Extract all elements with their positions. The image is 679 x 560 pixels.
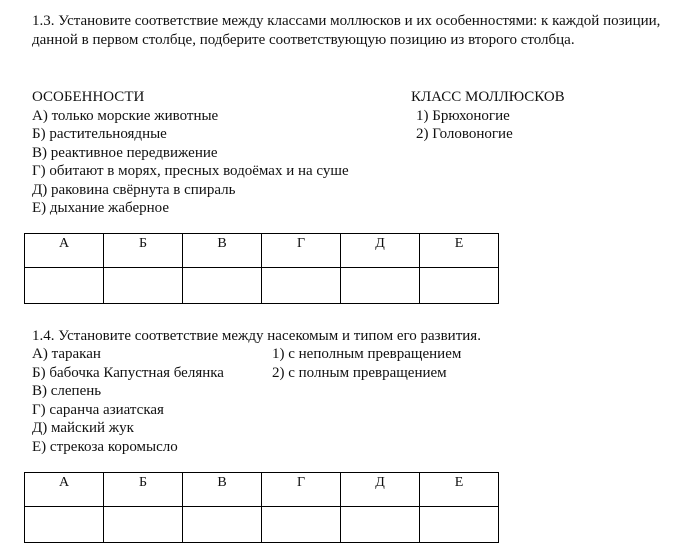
task2-answer-table — [24, 472, 499, 543]
answer-cell[interactable] — [25, 507, 104, 543]
task1-feature-item: Д) раковина свёрнута в спираль — [32, 182, 236, 198]
table-header-cell: Г — [262, 473, 341, 507]
task1-right-header: КЛАСС МОЛЛЮСКОВ — [411, 89, 565, 105]
answer-cell[interactable] — [104, 268, 183, 304]
answer-cell[interactable] — [262, 507, 341, 543]
task2-insect-item: В) слепень — [32, 383, 102, 399]
task1-class-item: 1) Брюхоногие — [416, 108, 510, 124]
task1-left-header: ОСОБЕННОСТИ — [32, 89, 145, 105]
task1-class-item: 2) Головоногие — [416, 126, 513, 142]
answer-cell[interactable] — [262, 268, 341, 304]
task2-development-item: 1) с неполным превращением — [272, 346, 462, 362]
task1-feature-item: А) только морские животные — [32, 108, 219, 124]
task2-title: 1.4. Установите соответствие между насекомым и типом его развития. — [32, 328, 481, 344]
table-header-cell: Е — [420, 234, 499, 268]
table-header-cell: А — [25, 234, 104, 268]
table-header-cell: А — [25, 473, 104, 507]
answer-cell[interactable] — [420, 268, 499, 304]
task1-answer-table — [24, 233, 499, 304]
table-header-cell: В — [183, 473, 262, 507]
table-header-cell: Д — [341, 473, 420, 507]
table-header-cell: Е — [420, 473, 499, 507]
answer-cell[interactable] — [183, 507, 262, 543]
task1-feature-item: Г) обитают в морях, пресных водоёмах и на суше — [32, 163, 349, 179]
task2-development-item: 2) с полным превращением — [272, 365, 447, 381]
task1-feature-item: В) реактивное передвижение — [32, 145, 218, 161]
table-header-cell: Б — [104, 473, 183, 507]
task1-feature-item: Б) растительноядные — [32, 126, 167, 142]
table-header-cell: Д — [341, 234, 420, 268]
table-header-cell: Г — [262, 234, 341, 268]
task2-insect-item: Д) майский жук — [32, 420, 134, 436]
task2-insect-item: Г) саранча азиатская — [32, 402, 164, 418]
table-header-cell: Б — [104, 234, 183, 268]
task1-feature-item: Е) дыхание жаберное — [32, 200, 170, 216]
answer-cell[interactable] — [183, 268, 262, 304]
task2-insect-item: А) таракан — [32, 346, 101, 362]
answer-cell[interactable] — [25, 268, 104, 304]
table-header-cell: В — [183, 234, 262, 268]
answer-cell[interactable] — [420, 507, 499, 543]
task2-insect-item: Е) стрекоза коромысло — [32, 439, 178, 455]
task1-title: 1.3. Установите соответствие между классами моллюсков и их особенностями: к каждой позиции, данной в первом столбце, подберите соответствующую позицию из второго столбца. — [32, 13, 661, 48]
answer-cell[interactable] — [341, 507, 420, 543]
answer-cell[interactable] — [341, 268, 420, 304]
answer-cell[interactable] — [104, 507, 183, 543]
task2-insect-item: Б) бабочка Капустная белянка — [32, 365, 224, 381]
